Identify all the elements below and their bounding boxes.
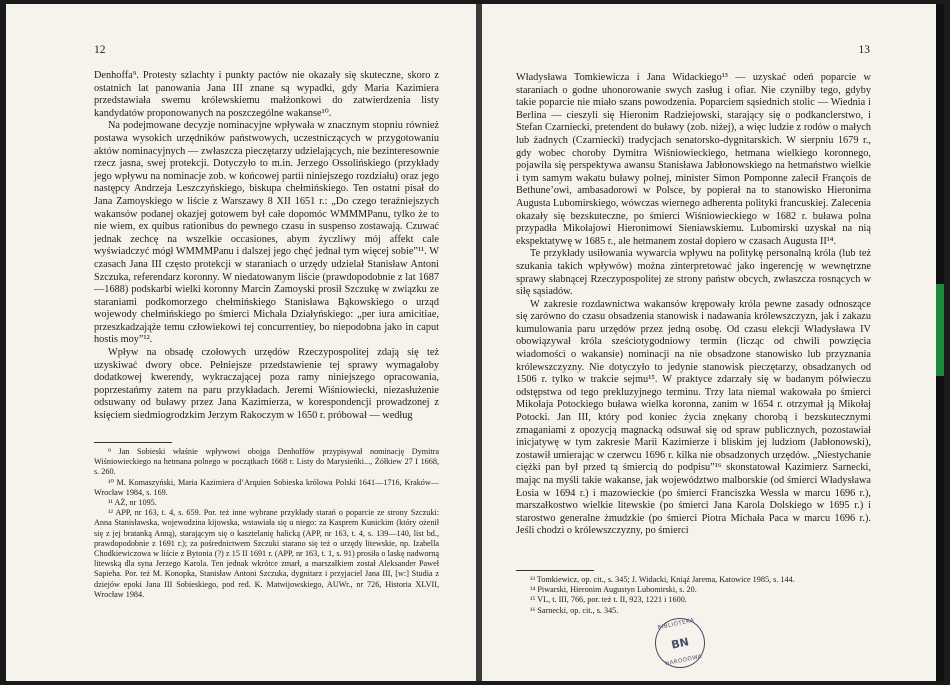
right-footnotes — [516, 575, 871, 616]
footnote: ¹¹ AŻ, nr 1095. — [108, 498, 157, 508]
left-page — [6, 4, 476, 681]
library-stamp — [650, 613, 709, 672]
footnote: ¹³ Tomkiewicz, op. cit., s. 345; J. Widacki, Kniąź Jarema, Katowice 1985, s. 144. — [530, 575, 795, 584]
page-number-right: 13 — [858, 44, 870, 56]
footnote: ¹² APP, nr 163, t. 4, s. 659. Por. też inne wybrane przykłady starań o poparcie ze strony Szczuki: Anna Stanisławska, wojewodzina kijowska, wstawiała się u niego: za Kasprem Kunickim (który ożenił się z jej bratanką Anną), starającym się o kasztelanię halicką (APP, nr 163, t. 4, s. 139—140, list bd., prawdopodobnie z 1691 r.); za pośrednictwem Szczuki starano się też o urzędy litewskie, np. Izabella Chodkiewiczowa w liście z Bytonia (?) z 15 II 1691 r. (APP, nr 163, t. 1, s. 91) prosiła o laskę nadworną litewską dla syna Jerzego Karola. Ten jednak wkrótce zmarł, a marszałkiem został Aleksander Paweł Sapieha. Por. też M. Konopka, Stanisław Antoni Szczuka, dygnitarz i przyjaciel Jana III, [w:] Studia z dziejów epoki Jana III Sobieskiego, pod red. K. Matwijowskiego, AUWr., nr 726, Historia XLVII, Wrocław 1984. — [94, 508, 439, 599]
paragraph: Władysława Tomkiewicza i Jana Widackiego¹³ — uzyskać odeń poparcie w staraniach o godne uhonorowanie swych zasług i ofiar. Nie czyniłby tego, gdyby takie poparcie nie miało szans powodzenia. Poparciem sąsiednich stolic — Wiednia i Berlina — cieszyli się Hieronim Radziejowski, starający się o podkanclerstwo, i Stefan Czarniecki, pretendent do buławy (zob. niżej), a więc ludzie z rodów o małych lub żadnych (Czarniecki) tradycjach senatorsko-dygnitarskich. W sierpniu 1679 r., gdy wobec choroby Dymitra Wiśniowieckiego, hetmana wielkiego koronnego, pojawiła się perspektywa awansu Stanisława Jabłonowskiego na hetmaństwo wielkie i tym samym wakatu buławy polnej, minister Simon Pomponne zalecił François de Bethune’owi, ambasadorowi w Polsce, by popierał na to stanowisko Hieronima Augusta Lubomirskiego, wówczas wiernego adherenta polityki francuskiej. Zalecenia okazały się bezskuteczne, po śmierci Wiśniowieckiego w 1682 r. buława polna przypadła Mikołajowi Hieronimowi Sieniawskiemu. Lubomirski uzyskał na nią ekspektatywę w 1685 r., ale hetmanem został dopiero w czasach Augusta II¹⁴. — [516, 72, 871, 247]
paragraph: Wpływ na obsadę czołowych urzędów Rzeczypospolitej zdają się też uzyskiwać dwory obce. Pełniejsze przedstawienie tej sprawy wymagałoby dodatkowej kwerendy, wykraczającej poza ramy niniejszego opracowania, poprzestańmy zatem na paru przykładach. Jeremi Wiśniowiecki, niezasłużenie odsuwany od buławy przez Jana Kazimierza, w korespondencji prowadzonej z księciem siedmiogrodzkim Jerzym Rakoczym w 1650 r. próbował — według — [94, 347, 439, 422]
page-number-left: 12 — [94, 44, 106, 56]
stamp-ring-bottom: NARODOWA — [664, 653, 703, 668]
footnote-divider — [516, 570, 594, 571]
right-page-body — [516, 72, 871, 538]
stamp-ring-top: BIBLIOTEKA — [657, 617, 695, 632]
paragraph: Denhoffa⁹. Protesty szlachty i punkty pactów nie okazały się skuteczne, skoro z ostatnich lat panowania Jana III znane są wypadki, gdy Maria Kazimiera przedstawiała swemu królewskiemu małżonkowi do zatwierdzenia listy kandydatów proponowanych na poszczególne wakanse¹⁰. — [94, 70, 439, 119]
book-spread — [6, 4, 944, 681]
paragraph: W zakresie rozdawnictwa wakansów krępowały króla pewne zasady odnoszące się zarówno do czasu obsadzenia stanowisk i nadawania królewszczyzn, jak i zakazu kumulowania paru urzędów przez jedną osobę. Od czasu elekcji Władysława IV obowiązywał króla sześciotygodniowy termin (licząc od chwili powzięcia wiadomości o wakansie) nominacji na nie obsadzone stanowisko lub przyznania królewszczyzny. Nie dotyczyło to jedynie stanowisk pieczętarzy, obsadzanych od 1506 r. tylko w trakcie sejmu¹⁵. W praktyce zdarzały się w badanym półwieczu odstępstwa od tego prekluzyjnego terminu. Trzy lata niemal wakowała po śmierci Mikołaja Potockiego buława wielka koronna, zanim w 1654 r. otrzymał ją Mikołaj Potocki. Jan III, który pod koniec życia znękany chorobą i bezskutecznymi zmaganiami z opozycją magnacką odsuwał się od spraw publicznych, pozostawiał inicjatywę w tym zakresie Marii Kazimierze i bliskim jej ludziom (Jabłonowski), zostawił umierając w czerwcu 1696 r. kilka nie obsadzonych urzędów. „Niestychanie ciężki pan był przed tą śmiercią do podpisu”¹⁶ skonstatował Kazimierz Sarnecki, mając na myśli takie wakanse, jak województwo malborskie (od śmierci Władysława Łosia w 1694 r.) i mazowieckie (po śmierci Franciszka Wessla w marcu 1696 r.), marszałkostwo wielkie litewskie (po śmierci Jana Karola Dolskiego w 1695 r.) i starostwo generalne żmudzkie (po śmierci Piotra Michała Paca w marcu 1696 r.). Jeśli chodzi o królewszczyzny, po śmierci — [516, 298, 871, 537]
paragraph: Te przykłady usiłowania wywarcia wpływu na politykę personalną króla (lub też szukania takich wpływów) można zinterpretować jako ingerencję w wewnętrzne sprawy słabnącej Rzeczypospolitej ze strony państw obcych, zwłaszcza rosnących w siłę sąsiadów. — [516, 248, 871, 298]
footnote: ¹⁰ M. Komaszyński, Maria Kazimiera d’Arquien Sobieska królowa Polski 1641—1716, Kraków—Wrocław 1984, s. 169. — [94, 477, 439, 497]
stamp-center: BN — [670, 634, 690, 652]
bookmark-ribbon — [936, 284, 944, 376]
footnote: ¹⁵ VL, t. III, 766, por. też t. II, 923, 1221 i 1600. — [530, 595, 687, 605]
footnote-divider — [94, 442, 172, 443]
left-page-body — [94, 70, 439, 423]
footnote: ¹⁴ Piwarski, Hieronim Augustyn Lubomirski, s. 20. — [530, 585, 697, 595]
left-footnotes — [94, 447, 439, 600]
footnote: ⁹ Jan Sobieski właśnie wpływowi obojga Denhoffów przypisywał nominację Dymitra Wiśniowieckiego na hetmana polnego w początkach 1668 r. Listy do Marysieńki..., Żółkiew 27 I 1668, s. 260. — [94, 447, 439, 477]
footnote: ¹⁶ Sarnecki, op. cit., s. 345. — [530, 605, 619, 615]
paragraph: Na podejmowane decyzje nominacyjne wpływała w znacznym stopniu również postawa wysokich urzędników państwowych, uczestniczących w przygotowaniu aktów nominacyjnych — zwłaszcza pieczętarzy udzielających, nie bezinteresownie rzecz jasna, swej protekcji. Dotyczyło to m.in. Jerzego Ossolińskiego (przykłady jego wpływu na nominacje zob. w końcowej partii niniejszego rozdziału) oraz jego następcy Andrzeja Leszczyńskiego, biskupa chełmińskiego. Ten ostatni pisał do Jana Zamoyskiego w liście z Warszawy 8 XII 1651 r.: „Do czego teraźniejszych wakansów podanej okazjej gotowem był całe dopomóc WMMMPanu, tylko że to nie wiem, ex quibus rationibus do pewnego czasu in suspenso zostawają. Czuwać jednak zechcę na wszelkie occasiones, abym życzliwy mój affekt cale wyświadczyć mógł WMMMPanu i dalszej jego chęć jednał tym więcej sobie”¹¹. W czasach Jana III często protekcji w staraniach o urzędy udzielał Stanisław Antoni Szczuka, referendarz koronny. W niedatowanym liście (prawdopodobnie z lat 1687—1688) podskarbi wielki koronny Marcin Zamoyski prosił Szczukę w związku ze staraniami podkomorzego chełmińskiego Stanisława Bąkowskiego o urząd wojewody chełmińskiego po śmierci Michała Działyńskiego: „per iura amicitiae, przeszkadzająże temu człowiekowi tej concurrentiey, bo niepodobna jako in caput hostis moy”¹². — [94, 120, 439, 346]
right-page — [482, 4, 944, 681]
